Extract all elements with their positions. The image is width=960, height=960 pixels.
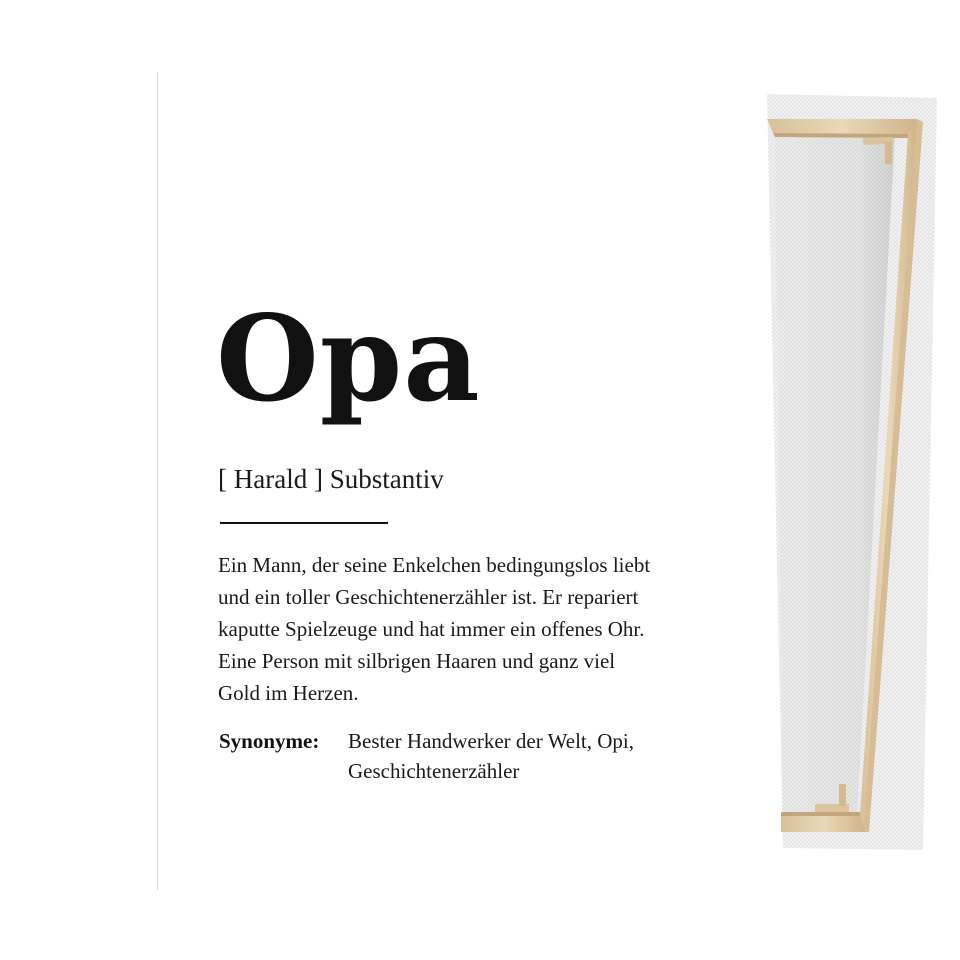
canvas-front-edge <box>157 72 158 890</box>
canvas-back-frame <box>765 92 945 852</box>
title-divider <box>220 522 388 524</box>
poster-pronunciation: [ Harald ] Substantiv <box>218 464 444 494</box>
synonyms-text <box>348 726 634 786</box>
corner-key <box>885 142 892 164</box>
poster-title: Opa <box>216 289 481 428</box>
frame-bottom-bar <box>781 814 865 832</box>
synonyms-label: Synonyme: <box>219 729 320 753</box>
corner-key <box>839 784 846 806</box>
definition-line: Gold im Herzen. <box>218 681 359 705</box>
definition-line: Eine Person mit silbrigen Haaren und ganz viel <box>218 649 616 673</box>
synonyms-line: Geschichtenerzähler <box>348 759 520 783</box>
definition-line: und ein toller Geschichtenerzähler ist. Er repariert <box>218 585 639 609</box>
definition-line: kaputte Spielzeuge und hat immer ein offenes Ohr. <box>218 617 645 641</box>
synonyms-line: Bester Handwerker der Welt, Opi, <box>348 729 634 753</box>
definition-line: Ein Mann, der seine Enkelchen bedingungslos liebt <box>218 553 651 577</box>
frame-top-bar <box>767 119 917 134</box>
poster-definition <box>218 549 748 709</box>
